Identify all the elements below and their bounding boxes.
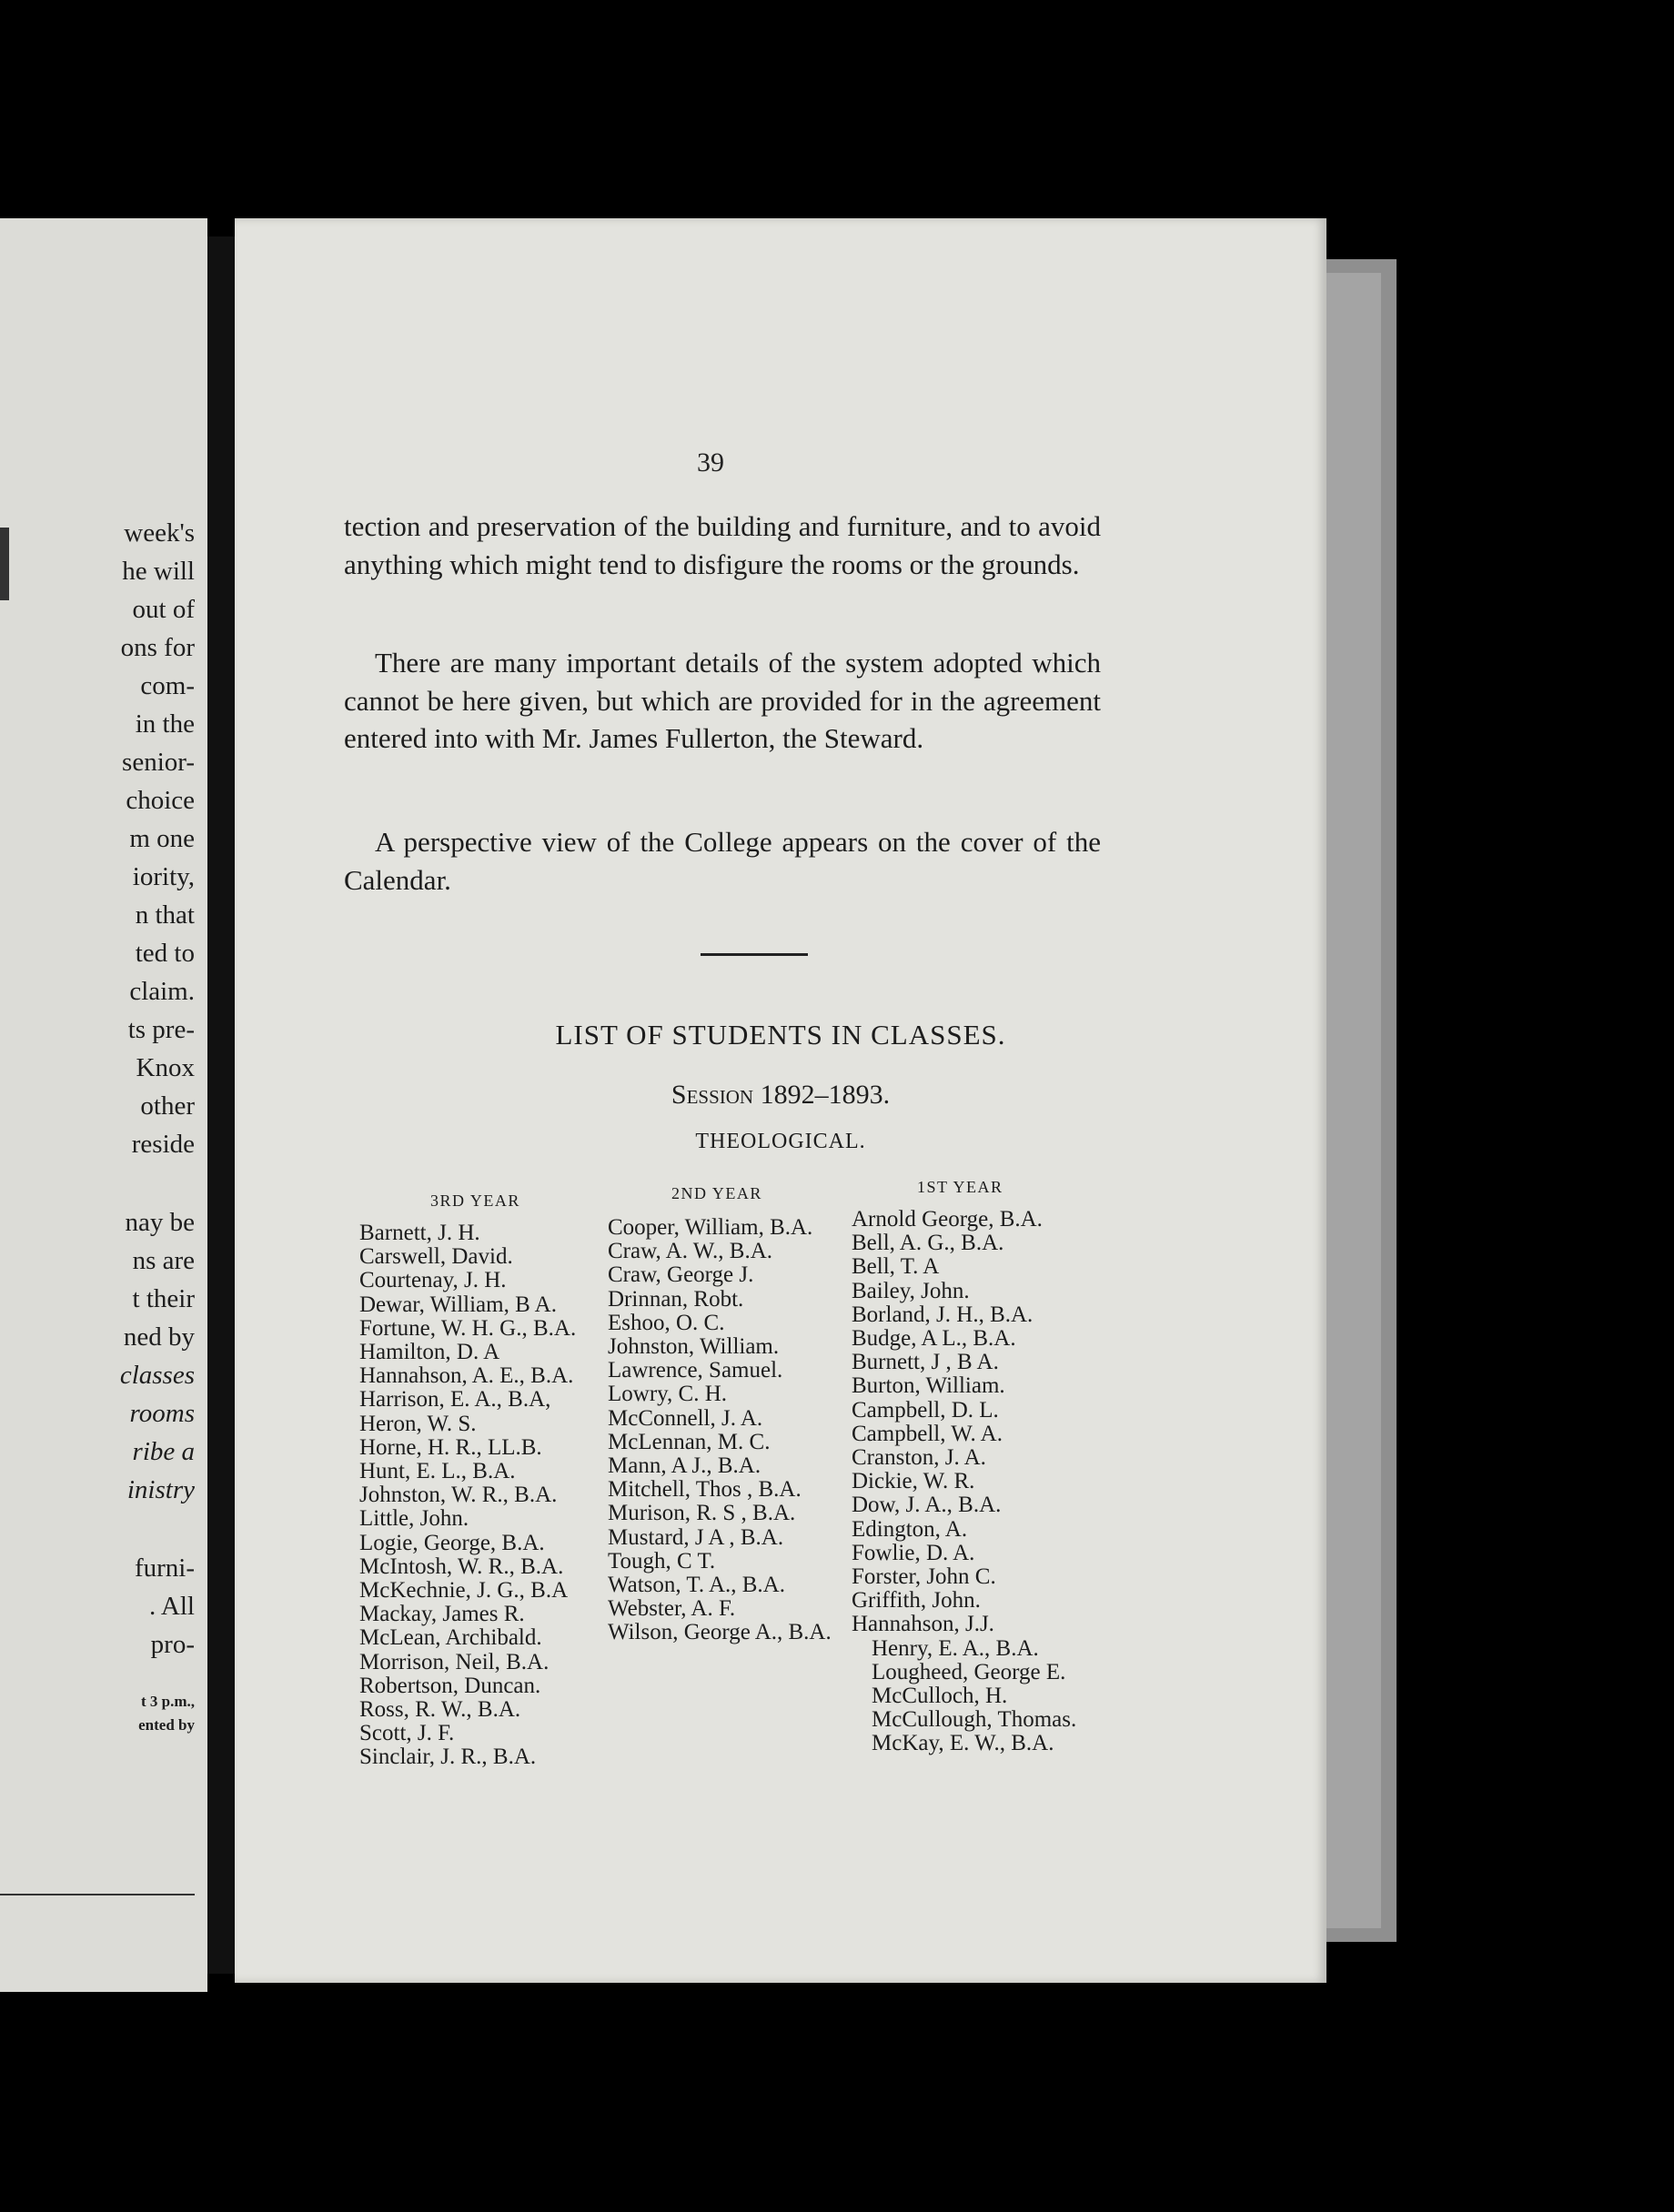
student-name: Robertson, Duncan. — [359, 1673, 541, 1698]
student-name: Griffith, John. — [852, 1588, 981, 1614]
left-page-line: Knox — [136, 1053, 195, 1082]
student-name: Carswell, David. — [359, 1244, 513, 1270]
first-year-list — [852, 1208, 1076, 1756]
left-page-line: choice — [126, 786, 195, 815]
first-year-heading: 1ST YEAR — [917, 1178, 1003, 1196]
student-name: McCullough, Thomas. — [872, 1707, 1077, 1733]
section-heading: THEOLOGICAL. — [695, 1130, 866, 1153]
student-name: Sinclair, J. R., B.A. — [359, 1744, 537, 1770]
left-page-line: ned by — [123, 1322, 195, 1352]
book-cover-edge-inner — [1326, 273, 1381, 1928]
student-name: Dow, J. A., B.A. — [852, 1493, 1002, 1518]
student-name: Budge, A L., B.A. — [852, 1326, 1016, 1352]
student-name: Barnett, J. H. — [359, 1221, 480, 1245]
third-year-heading: 3RD YEAR — [430, 1191, 520, 1210]
student-name: Campbell, D. L. — [852, 1397, 999, 1423]
student-name: Eshoo, O. C. — [608, 1310, 725, 1335]
left-page-line: t 3 p.m., — [140, 1693, 195, 1710]
left-page-line: ns are — [132, 1246, 195, 1275]
student-name: Hunt, E. L., B.A. — [359, 1459, 516, 1484]
student-name: Morrison, Neil, B.A. — [359, 1649, 550, 1674]
student-name: Heron, W. S. — [359, 1411, 477, 1436]
student-name: McLean, Archibald. — [359, 1625, 542, 1651]
left-page-line: in the — [135, 709, 195, 739]
student-name: Dewar, William, B A. — [359, 1292, 557, 1317]
left-page-line: nay be — [125, 1208, 195, 1237]
left-page-line: other — [140, 1091, 195, 1121]
left-page-rule — [0, 1894, 195, 1895]
second-year-list — [608, 1216, 832, 1645]
student-name: Harrison, E. A., B.A, — [359, 1387, 551, 1413]
student-name: Murison, R. S , B.A. — [608, 1501, 796, 1526]
left-page-line: he will — [122, 557, 195, 586]
student-name: Little, John. — [359, 1506, 469, 1532]
left-page-line: ts pre- — [127, 1015, 195, 1044]
student-name: Hannahson, A. E., B.A. — [359, 1363, 574, 1389]
main-page — [235, 218, 1326, 1983]
student-name: Mann, A J., B.A. — [608, 1453, 761, 1479]
student-name: McConnell, J. A. — [608, 1405, 763, 1431]
page-number: 39 — [697, 447, 724, 478]
student-name: Burton, William. — [852, 1373, 1005, 1399]
left-page-mark — [0, 528, 9, 600]
student-name: Courtenay, J. H. — [359, 1268, 507, 1293]
left-page-line: ented by — [138, 1716, 195, 1734]
student-name: Fortune, W. H. G., B.A. — [359, 1315, 577, 1341]
student-name: Mitchell, Thos , B.A. — [608, 1477, 802, 1503]
left-page-line: n that — [135, 900, 195, 930]
student-name: Scott, J. F. — [359, 1721, 455, 1746]
left-page-line: com- — [140, 671, 195, 700]
left-page-line: rooms — [129, 1399, 195, 1428]
student-name: Bell, T. A — [852, 1254, 940, 1280]
student-name: Lowry, C. H. — [608, 1382, 728, 1407]
student-name: Burnett, J , B A. — [852, 1350, 999, 1375]
paragraph-system-details: There are many important details of the system adopted which cannot be here given, but which are provided for in the agreement entered into with Mr. James Fullerton, the Steward. — [344, 647, 1101, 754]
left-page-line: ribe a — [132, 1437, 195, 1466]
left-page-line: iority, — [132, 862, 195, 891]
paragraph-building-care: tection and preservation of the building and furniture, and to avoid anything which might tend to disfigure the rooms or the grounds. — [344, 510, 1101, 580]
student-name: Borland, J. H., B.A. — [852, 1302, 1034, 1327]
student-name: Drinnan, Robt. — [608, 1286, 744, 1312]
student-name: Forster, John C. — [852, 1564, 996, 1590]
student-name: Edington, A. — [852, 1516, 968, 1542]
left-page-line: reside — [131, 1130, 195, 1159]
student-name: Lougheed, George E. — [872, 1659, 1066, 1684]
student-name: McKay, E. W., B.A. — [872, 1731, 1054, 1756]
left-page-line: ons for — [120, 633, 195, 662]
student-name: Henry, E. A., B.A. — [872, 1635, 1039, 1661]
left-page-line: week's — [124, 518, 195, 548]
student-name: Johnston, William. — [608, 1334, 780, 1360]
student-name: Tough, C T. — [608, 1548, 716, 1574]
student-name: Mackay, James R. — [359, 1602, 525, 1627]
left-page-line: furni- — [134, 1553, 195, 1583]
section-divider — [701, 953, 808, 956]
third-year-list — [359, 1222, 576, 1770]
student-name: Webster, A. F. — [608, 1596, 736, 1622]
left-page-line: t their — [132, 1284, 195, 1313]
student-name: Craw, A. W., B.A. — [608, 1239, 773, 1264]
student-name: McIntosh, W. R., B.A. — [359, 1553, 564, 1579]
session-heading: Session 1892–1893. — [671, 1080, 891, 1110]
student-name: Horne, H. R., LL.B. — [359, 1434, 542, 1460]
second-year-heading: 2ND YEAR — [671, 1184, 762, 1202]
student-name: Lawrence, Samuel. — [608, 1358, 783, 1383]
student-name: Logie, George, B.A. — [359, 1530, 545, 1555]
student-name: Johnston, W. R., B.A. — [359, 1483, 558, 1508]
student-name: Dickie, W. R. — [852, 1469, 975, 1494]
student-name: Bell, A. G., B.A. — [852, 1231, 1004, 1256]
left-page-line: out of — [132, 595, 195, 624]
student-name: Wilson, George A., B.A. — [608, 1620, 832, 1645]
left-page-line: senior- — [122, 748, 195, 777]
student-name: Campbell, W. A. — [852, 1421, 1003, 1446]
student-name: Cooper, William, B.A. — [608, 1215, 813, 1240]
student-name: Craw, George J. — [608, 1262, 754, 1288]
student-name: Hamilton, D. A — [359, 1340, 500, 1365]
student-name: McKechnie, J. G., B.A — [359, 1578, 569, 1604]
student-name: Cranston, J. A. — [852, 1445, 986, 1471]
left-page-line: . All — [149, 1592, 195, 1621]
left-page-line: pro- — [150, 1630, 195, 1659]
student-name: Arnold George, B.A. — [852, 1207, 1043, 1232]
left-page-line: inistry — [126, 1475, 195, 1504]
paragraph-perspective-view: A perspective view of the College appears on the cover of the Calendar. — [344, 826, 1101, 896]
student-name: McLennan, M. C. — [608, 1429, 771, 1454]
left-page-line: m one — [129, 824, 195, 853]
student-name: Mustard, J A , B.A. — [608, 1524, 784, 1550]
left-page-line: claim. — [129, 977, 195, 1006]
student-name: Watson, T. A., B.A. — [608, 1573, 785, 1598]
left-facing-page — [0, 218, 207, 1992]
left-page-line: classes — [119, 1361, 195, 1390]
student-name: Ross, R. W., B.A. — [359, 1697, 521, 1723]
student-name: McCulloch, H. — [872, 1684, 1008, 1709]
book-gutter — [207, 236, 235, 1974]
student-name: Fowlie, D. A. — [852, 1540, 975, 1565]
student-name: Bailey, John. — [852, 1278, 970, 1303]
left-page-line: ted to — [135, 939, 195, 968]
student-name: Hannahson, J.J. — [852, 1612, 994, 1637]
list-heading: LIST OF STUDENTS IN CLASSES. — [555, 1019, 1006, 1051]
